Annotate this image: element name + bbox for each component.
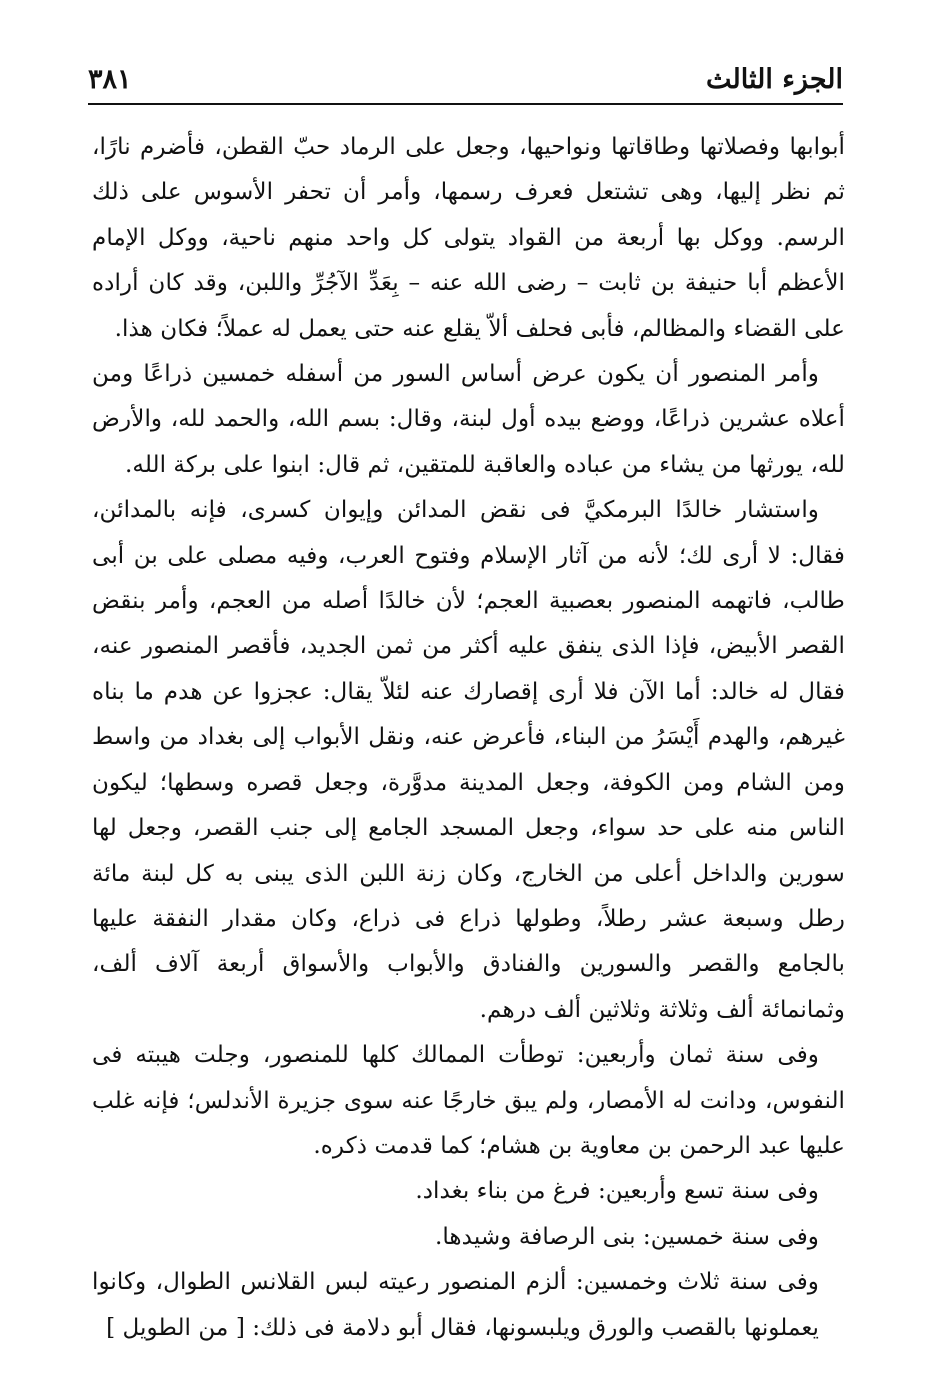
paragraph-wall-foundation: وأمر المنصور أن يكون عرض أساس السور من أسفله خمسين ذراعًا ومن أعلاه عشرين ذراعًا، ووضع بيده أول لبنة، وقال: بسم الله، والحمد لله، والأرض لله، يورثها من يشاء من عباده والعاقبة للمتقين، ثم قال: ابنوا على بركة الله. <box>92 360 845 478</box>
paragraph-city-plan: أبوابها وفصلاتها وطاقاتها ونواحيها، وجعل على الرماد حبّ القطن، فأضرم نارًا، ثم نظر إليها، وهى تشتعل فعرف رسمها، وأمر أن تحفر الأسوس على ذلك الرسم. ووكل بها أربعة من القواد يتولى كل واحد منهم ناحية، ووكل الإمام الأعظم أبا حنيفة بن ثابت – رضى الله عنه – بِعَدِّ الآجُرِّ واللبن، وقد كان أراده على القضاء والمظالم، فأبى فحلف ألاّ يقلع عنه حتى يعمل له عملاً؛ فكان هذا. <box>92 133 845 342</box>
page-header <box>88 56 843 102</box>
running-title: الجزء الثالث <box>706 63 843 95</box>
paragraph-year-148: وفى سنة ثمان وأربعين: توطأت الممالك كلها للمنصور، وجلت هيبته فى النفوس، ودانت له الأمصار، ولم يبق خارجًا عنه سوى جزيرة الأندلس؛ فإنه غلب عليها عبد الرحمن بن معاوية بن هشام؛ كما قدمت ذكره. <box>92 1041 845 1159</box>
header-divider <box>88 103 843 105</box>
paragraph-year-149: وفى سنة تسع وأربعين: فرغ من بناء بغداد. <box>415 1177 819 1205</box>
paragraph-year-150: وفى سنة خمسين: بنى الرصافة وشيدها. <box>434 1222 819 1250</box>
page-body <box>92 124 845 1350</box>
paragraph-khalid-barmaki: واستشار خالدًا البرمكيَّ فى نقض المدائن وإيوان كسرى، فإنه بالمدائن، فقال: لا أرى لك؛ لأنه من آثار الإسلام وفتوح العرب، وفيه مصلى على بن أبى طالب، فاتهمه المنصور بعصبية العجم؛ لأن خالدًا أصله من العجم، وأمر بنقض القصر الأبيض، فإذا الذى ينفق عليه أكثر من ثمن الجديد، فأقصر المنصور عنه، فقال له خالد: أما الآن فلا أرى إقصارك عنه لئلاّ يقال: عجزوا عن هدم ما بناه غيرهم، والهدم أَيْسَرُ من البناء، فأعرض عنه، ونقل الأبواب إلى بغداد من واسط ومن الشام ومن الكوفة، وجعل المدينة مدوَّرة، وجعل قصره وسطها؛ ليكون الناس منه على حد سواء، وجعل المسجد الجامع إلى جنب القصر، وجعل لها سورين والداخل أعلى من الخارج، وكان زنة اللبن الذى يبنى به كل لبنة مائة رطل وسبعة عشر رطلاً، وطولها ذراع فى ذراع، وكان مقدار النفقة عليها بالجامع والقصر والسورين والفنادق والأبواب والأسواق أربعة آلاف ألف، وثمانمائة ألف وثلاثة وثلاثين ألف درهم. <box>92 496 845 1023</box>
paragraph-year-153: وفى سنة ثلاث وخمسين: ألزم المنصور رعيته لبس القلانس الطوال، وكانوا يعملونها بالقصب والورق ويلبسونها، فقال أبو دلامة فى ذلك: [ من الطويل ] <box>92 1268 819 1341</box>
page-number: ٣٨١ <box>88 63 132 95</box>
